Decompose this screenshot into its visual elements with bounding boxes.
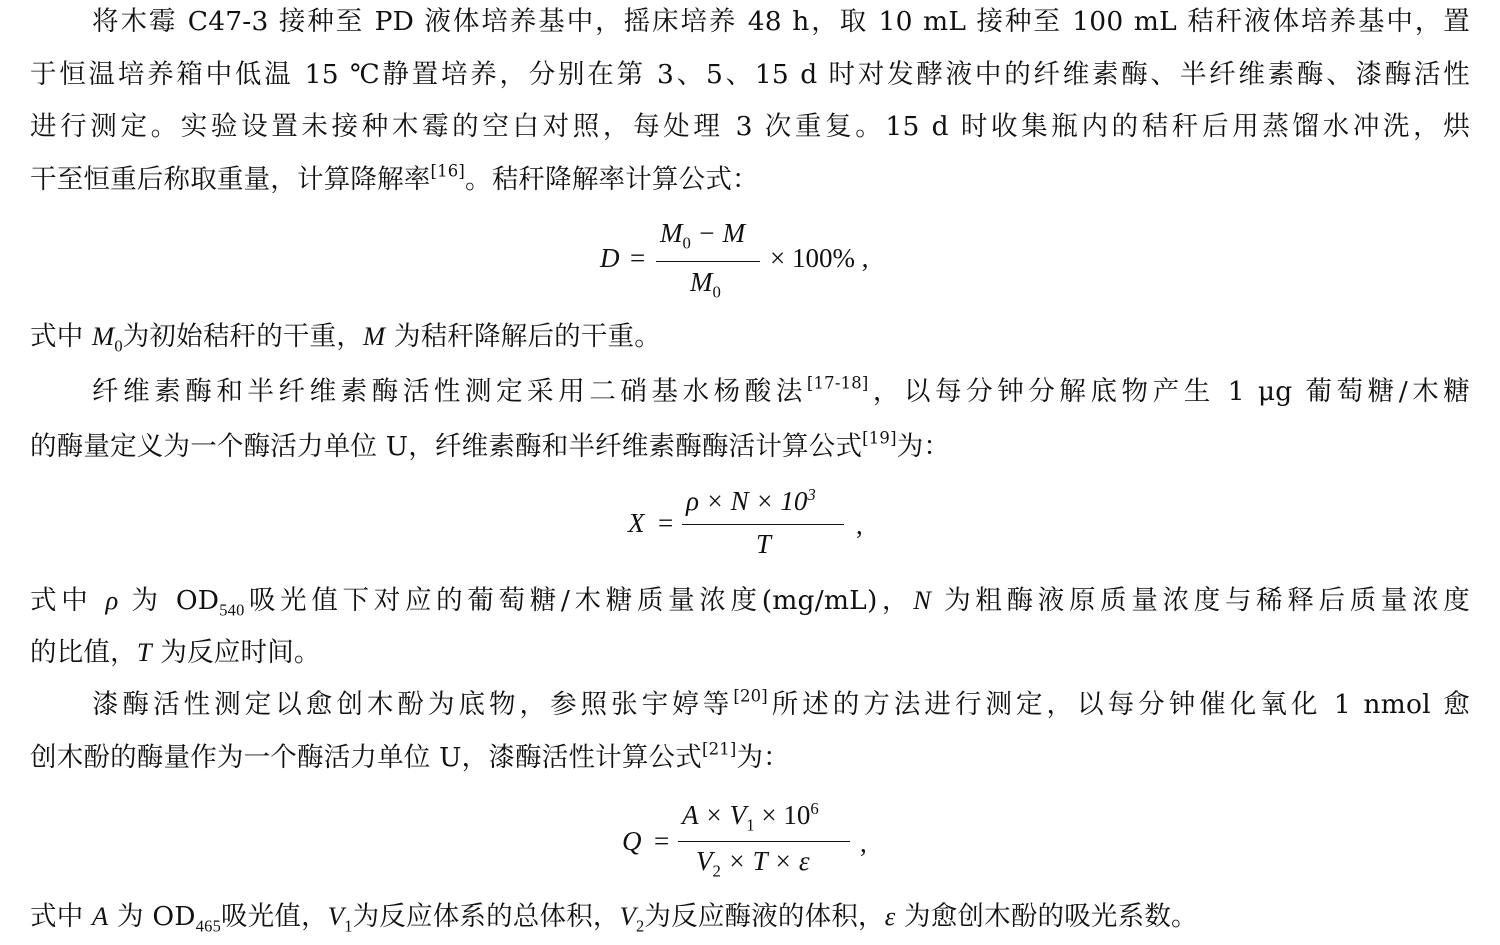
eq2-numerator: $\rho \times N \times 10^3$	[686, 485, 816, 516]
eq2-tail: ,	[856, 510, 863, 540]
eq2-denominator: T	[756, 529, 772, 559]
paragraph-1-line-4	[30, 160, 1470, 200]
eq3-denominator: $V_2 \times T \times \varepsilon$	[696, 846, 810, 881]
eq2-equals: =	[658, 508, 674, 538]
where-clause-1: 式中 $M_0$为初始秸秆的干重，M 为秸秆降解后的干重。	[30, 321, 661, 356]
eq1-lhs: D	[600, 243, 620, 273]
eq1-tail: × 100% ,	[770, 243, 869, 273]
eq3-tail: ,	[860, 828, 867, 858]
where-clause-2-line-2: 的比值，T 为反应时间。	[30, 637, 321, 668]
paragraph-3-line-1: 漆酶活性测定以愈创木酚为底物，参照张宇婷等[20]所述的方法进行测定，以每分钟催化氧化 1 nmol 愈	[92, 686, 1470, 720]
eq2-lhs: X	[628, 508, 645, 538]
eq2-fraction-bar	[682, 524, 844, 525]
paragraph-2-line-2: 的酶量定义为一个酶活力单位 U，纤维素酶和半纤维素酶酶活计算公式[19]为：	[30, 428, 951, 462]
eq1-numerator: $M_0 - M$	[660, 218, 746, 253]
citation-ref: [19]	[862, 428, 897, 448]
citation-ref: [17-18]	[806, 373, 869, 393]
paragraph-1-line-2: 于恒温培养箱中低温 15 ℃静置培养，分别在第 3、5、15 d 时对发酵液中的纤维素酶、半纤维素酶、漆酶活性	[30, 59, 1470, 90]
paragraph-3-line-2: 创木酚的酶量作为一个酶活力单位 U，漆酶活性计算公式[21]为：	[30, 739, 790, 773]
eq1-equals: =	[630, 243, 646, 273]
eq3-fraction-bar	[678, 841, 850, 842]
paragraph-2-line-1: 纤维素酶和半纤维素酶活性测定采用二硝基水杨酸法[17-18]，以每分钟分解底物产生 1 μg 葡萄糖/木糖	[92, 373, 1470, 407]
citation-ref: [16]	[430, 161, 466, 181]
eq3-equals: =	[654, 826, 670, 856]
citation-ref: [20]	[733, 686, 768, 706]
citation-ref: [21]	[701, 739, 737, 759]
text: 干至恒重后称取重量，计算降解率	[30, 164, 431, 195]
text: 。秸秆降解率计算公式：	[465, 164, 759, 195]
eq3-numerator: $A \times V_1 \times 10^6$	[682, 799, 819, 835]
where-clause-2-line-1: 式中 ρ 为 $OD_{540}$吸光值下对应的葡萄糖/木糖质量浓度(mg/mL)，N 为粗酶液原质量浓度与稀释后质量浓度	[30, 585, 1470, 620]
where-clause-3: 式中 A 为 $OD_{465}$吸光值，$V_1$为反应体系的总体积，$V_2$为反应酶液的体积，ε 为愈创木酚的吸光系数。	[30, 901, 1198, 936]
eq1-fraction-bar	[656, 261, 760, 262]
eq3-lhs: Q	[622, 826, 642, 856]
paragraph-1-line-3: 进行测定。实验设置未接种木霉的空白对照，每处理 3 次重复。15 d 时收集瓶内的秸秆后用蒸馏水冲洗，烘	[30, 111, 1470, 142]
eq1-denominator: $M_0$	[690, 267, 721, 302]
paragraph-1-line-1: 将木霉 C47-3 接种至 PD 液体培养基中，摇床培养 48 h，取 10 mL 接种至 100 mL 秸秆液体培养基中，置	[92, 6, 1470, 37]
